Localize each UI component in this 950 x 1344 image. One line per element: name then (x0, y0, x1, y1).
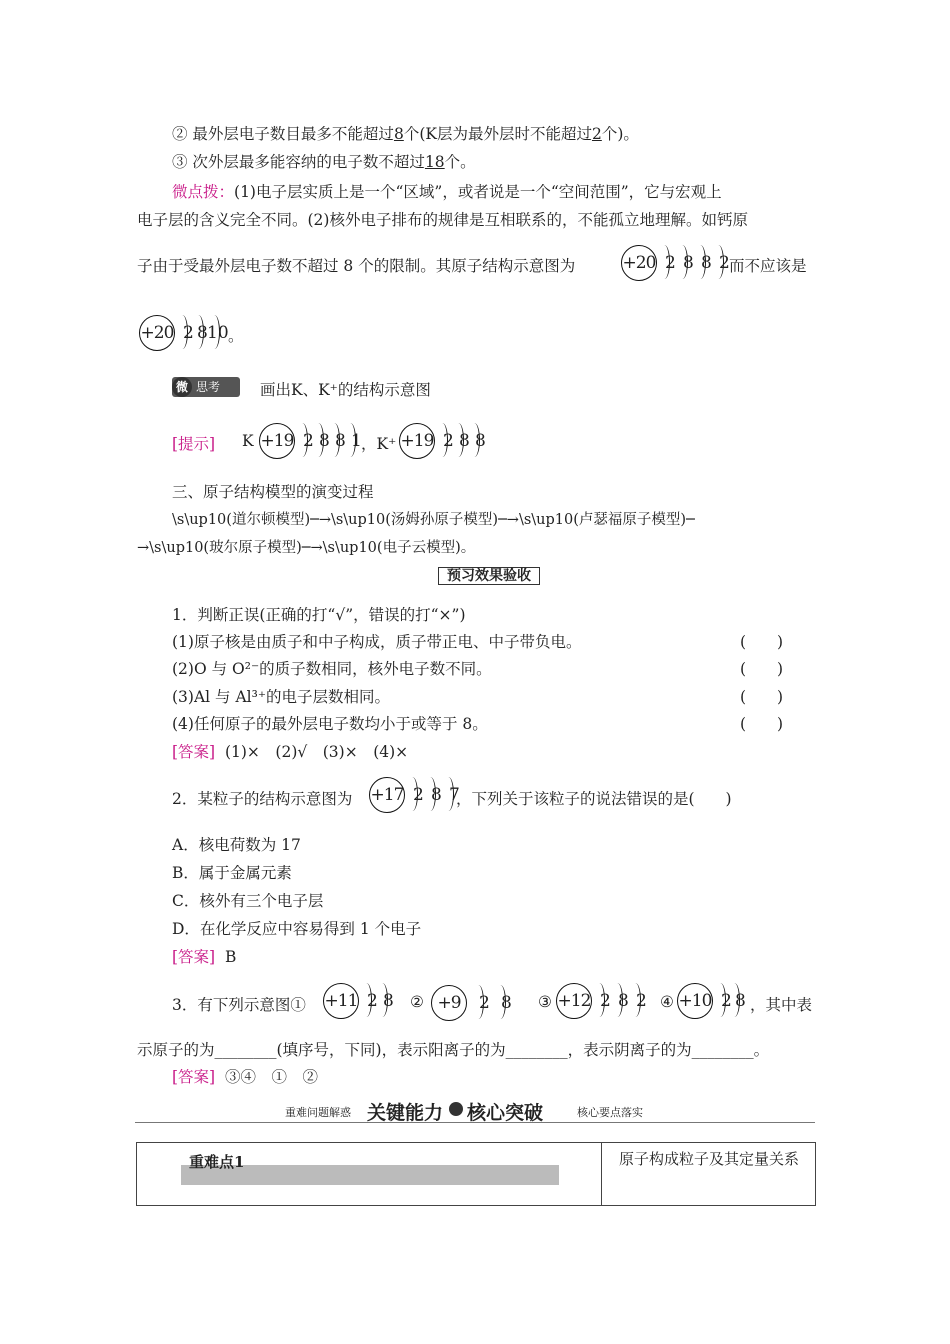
q3-n3: ③ (538, 993, 552, 1011)
key-point-table (136, 1142, 816, 1206)
table-right-cell: 原子构成粒子及其定量关系 (601, 1143, 816, 1205)
tip-line2: 电子层的含义完全不同。(2)核外电子排布的规律是互相联系的，不能孤立地理解。如钙原 (137, 211, 748, 229)
q1-item: (4)任何原子的最外层电子数均小于或等于 8。 (172, 715, 488, 733)
tip-line3: 子由于受最外层电子数不超过 8 个的限制。其原子结构示意图为 (137, 257, 576, 275)
q2-stem: 2．某粒子的结构示意图为 (172, 790, 353, 808)
q1-stem: 1．判断正误(正确的打“√”，错误的打“×”) (172, 606, 466, 624)
q3-line2: 示原子的为________(填序号，下同)，表示阳离子的为________，表示阴离子的为________。 (137, 1041, 770, 1059)
q3-stem: 3．有下列示意图① (172, 996, 306, 1014)
q1-item: (3)Al 与 Al³⁺的电子层数相同。 (172, 688, 391, 706)
q2-option: A．核电荷数为 17 (172, 836, 301, 854)
nucleus: +19 (399, 423, 435, 459)
answer-blank: ( ) (740, 715, 784, 733)
nucleus: +17 (369, 777, 405, 813)
section-banner: 重难问题解惑 关键能力 核心突破 核心要点落实 (135, 1098, 815, 1122)
nucleus: +19 (259, 423, 295, 459)
section3-line1: \s\up10(道尔顿模型)─→\s\up10(汤姆孙原子模型)─→\s\up10(卢瑟福原子模型)─ (172, 512, 695, 528)
q2-answer: [答案] B (172, 948, 237, 966)
answer-blank: ( ) (740, 688, 784, 706)
q3-answer: [答案] ③④ ① ② (172, 1068, 318, 1086)
q3-n4: ④ (660, 993, 674, 1011)
answer-blank: ( ) (740, 633, 784, 651)
nucleus: +11 (323, 983, 359, 1019)
nucleus: +10 (677, 983, 713, 1019)
tip-end: 。 (228, 327, 244, 345)
nucleus: +20 (621, 245, 657, 281)
box-title: 预习效果验收 (411, 567, 567, 585)
q2-option: B．属于金属元素 (172, 864, 292, 882)
think-badge: 微 思考 (172, 377, 240, 397)
q2-option: C．核外有三个电子层 (172, 892, 324, 910)
answer-blank: ( ) (740, 660, 784, 678)
hint-label: [提示] (172, 435, 216, 453)
q1-item: (2)O 与 O²⁻的质子数相同，核外电子数不同。 (172, 660, 492, 678)
q2-option: D．在化学反应中容易得到 1 个电子 (172, 920, 422, 938)
think-text: 画出K、K⁺的结构示意图 (260, 381, 431, 399)
q1-item: (1)原子核是由质子和中子构成，质子带正电、中子带负电。 (172, 633, 582, 651)
table-tag: 重难点1 (189, 1153, 245, 1171)
rule-3: ③ 次外层最多能容纳的电子数不超过18个。 (172, 153, 476, 171)
q1-answer: [答案] (1)× (2)√ (3)× (4)× (172, 743, 409, 761)
nucleus: +9 (431, 985, 467, 1021)
section3-line2: →\s\up10(玻尔原子模型)─→\s\up10(电子云模型)。 (137, 540, 476, 556)
q2-stem-end: ，下列关于该粒子的说法错误的是( ) (456, 790, 732, 808)
nucleus: +12 (556, 983, 592, 1019)
tip-line3-end: 而不应该是 (729, 257, 807, 275)
rule-2: ② 最外层电子数目最多不能超过8个(K层为最外层时不能超过2个)。 (172, 125, 639, 143)
section3-title: 三、原子结构模型的演变过程 (172, 483, 374, 501)
q3-stem-end: ，其中表 (750, 996, 813, 1014)
nucleus: +20 (139, 315, 175, 351)
q3-n2: ② (410, 993, 424, 1011)
hint-sep: ，K⁺ (361, 435, 397, 453)
hint-k: K (242, 432, 254, 450)
tip-line1: 微点拨：(1)电子层实质上是一个“区域”，或者说是一个“空间范围”，它与宏观上 (172, 183, 722, 201)
